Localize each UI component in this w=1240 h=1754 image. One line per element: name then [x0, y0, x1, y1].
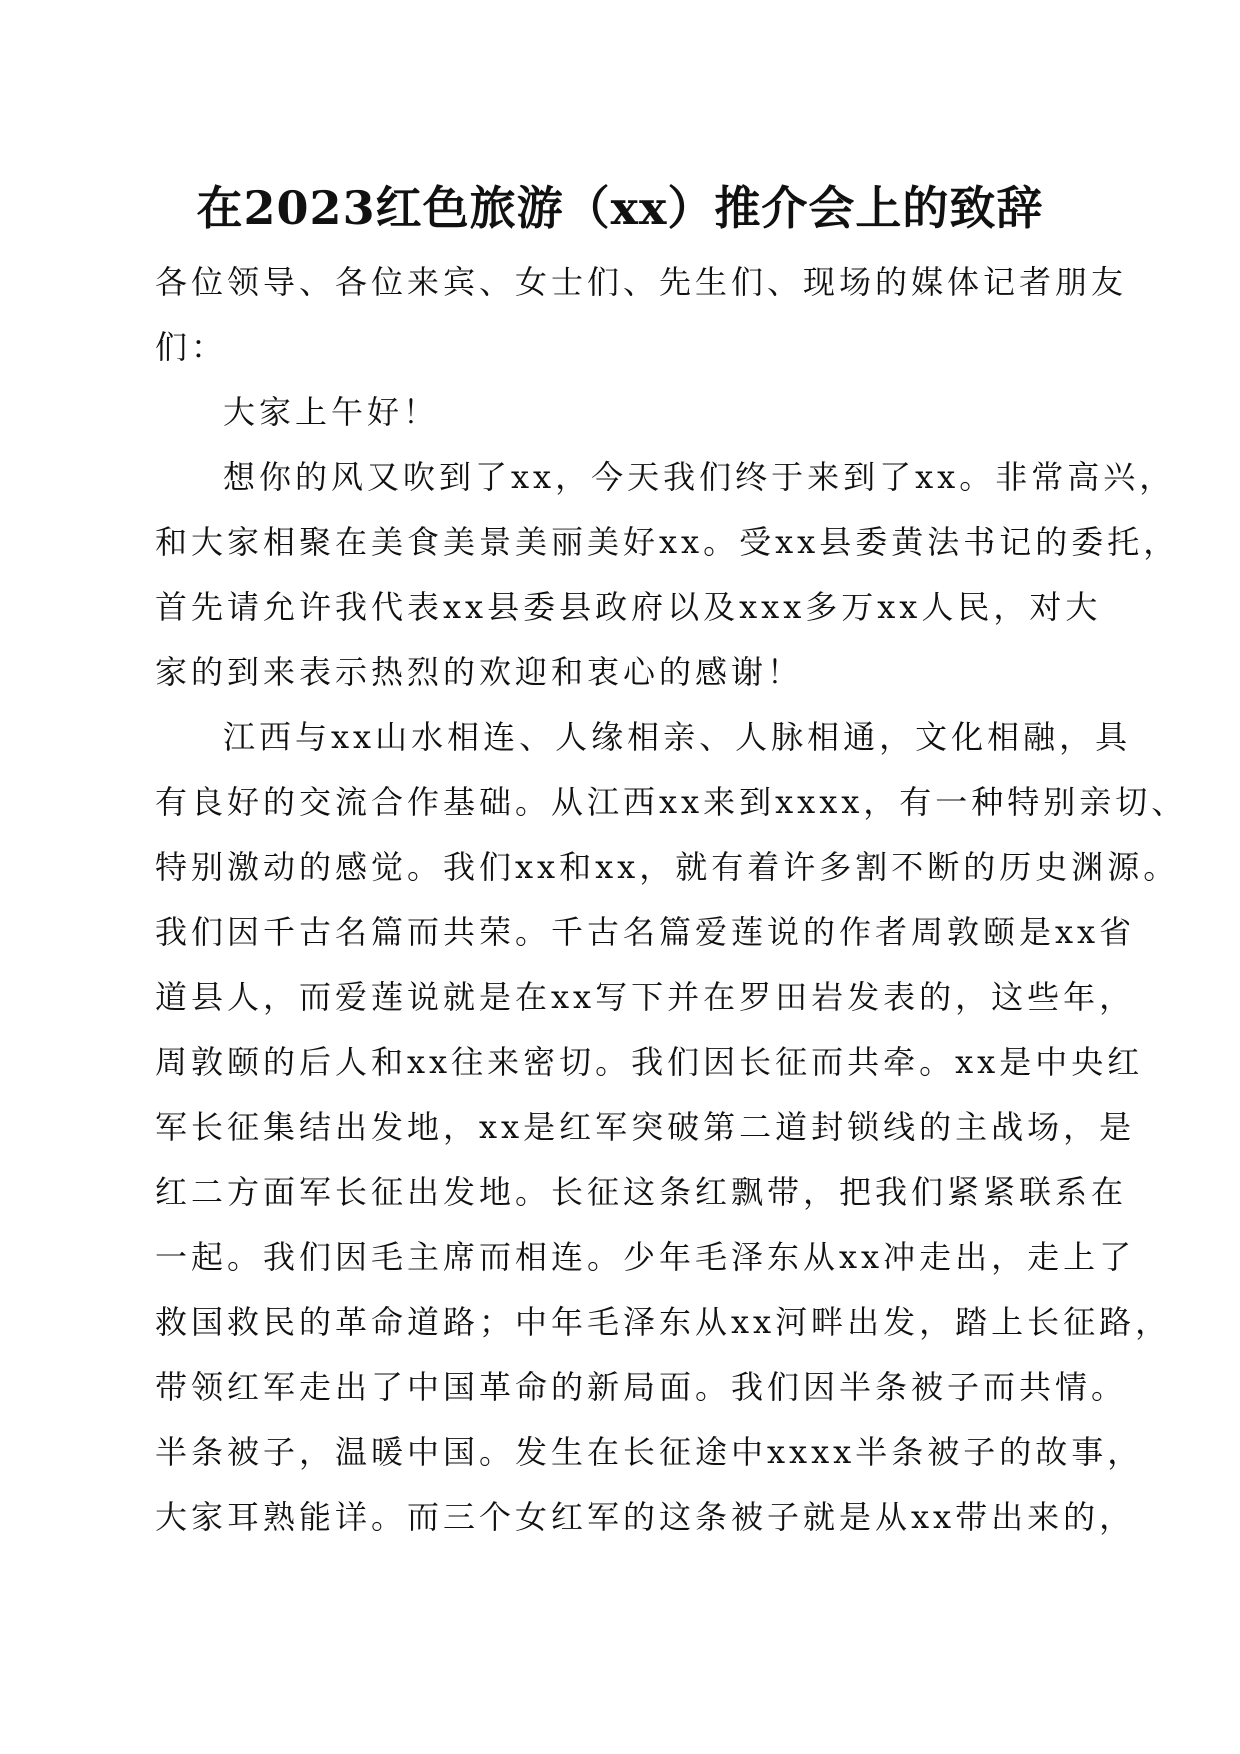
text-line: 我们因千古名篇而共荣。千古名篇爱莲说的作者周敦颐是xx省: [155, 913, 1136, 951]
text-line: 和大家相聚在美食美景美丽美好xx。受xx县委黄法书记的委托，: [155, 523, 1180, 561]
text-line: 们：: [155, 328, 228, 366]
text-line: 一起。我们因毛主席而相连。少年毛泽东从xx冲走出，走上了: [155, 1238, 1136, 1276]
text-line: 家的到来表示热烈的欢迎和衷心的感谢！: [155, 653, 804, 691]
text-line: 道县人，而爱莲说就是在xx写下并在罗田岩发表的，这些年，: [155, 978, 1136, 1016]
text-line: 首先请允许我代表xx县委县政府以及xxx多万xx人民，对大: [155, 588, 1102, 626]
text-line: 想你的风又吹到了xx，今天我们终于来到了xx。非常高兴，: [223, 458, 1176, 496]
text-line: 带领红军走出了中国革命的新局面。我们因半条被子而共情。: [155, 1368, 1128, 1406]
text-line: 红二方面军长征出发地。长征这条红飘带，把我们紧紧联系在: [155, 1173, 1128, 1211]
text-line: 救国救民的革命道路；中年毛泽东从xx河畔出发，踏上长征路，: [155, 1303, 1172, 1341]
document-title: 在2023红色旅游（xx）推介会上的致辞: [196, 181, 1044, 235]
text-line: 半条被子，温暖中国。发生在长征途中xxxx半条被子的故事，: [155, 1433, 1144, 1471]
text-line: 周敦颐的后人和xx往来密切。我们因长征而共牵。xx是中央红: [155, 1043, 1144, 1081]
text-line: 江西与xx山水相连、人缘相亲、人脉相通，文化相融，具: [223, 718, 1132, 756]
text-line: 大家上午好！: [223, 393, 440, 431]
text-line: 大家耳熟能详。而三个女红军的这条被子就是从xx带出来的，: [155, 1498, 1136, 1536]
text-line: 特别激动的感觉。我们xx和xx，就有着许多割不断的历史渊源。: [155, 848, 1180, 886]
text-line: 军长征集结出发地，xx是红军突破第二道封锁线的主战场，是: [155, 1108, 1136, 1146]
text-line: 各位领导、各位来宾、女士们、先生们、现场的媒体记者朋友: [155, 263, 1128, 301]
document-body: [155, 250, 1188, 1550]
text-line: 有良好的交流合作基础。从江西xx来到xxxx，有一种特别亲切、: [155, 783, 1188, 821]
